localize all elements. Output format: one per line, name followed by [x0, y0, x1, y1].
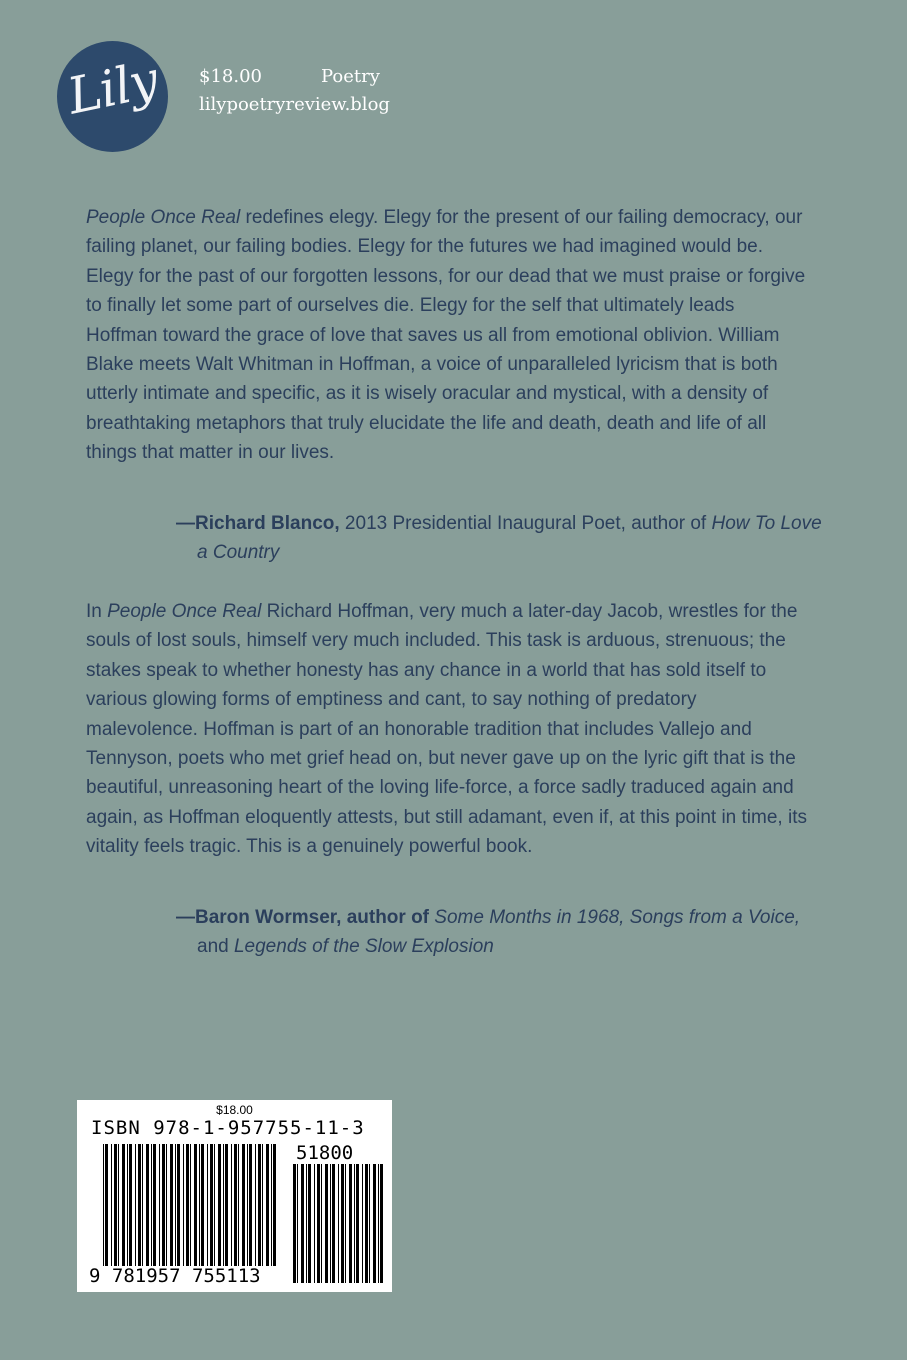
barcode-bar	[190, 1144, 191, 1266]
barcode-bar	[373, 1164, 376, 1283]
barcode-price: $18.00	[216, 1103, 253, 1117]
barcode-bar	[332, 1164, 335, 1283]
barcode-bar	[297, 1164, 298, 1283]
barcode-bar	[234, 1144, 237, 1266]
barcode-bar	[349, 1164, 352, 1283]
attribution-book: How To Love a Country	[197, 513, 822, 564]
barcode-bar	[255, 1144, 256, 1266]
barcode-bar	[308, 1164, 311, 1283]
barcode-bar	[175, 1144, 176, 1266]
barcode-bar	[238, 1144, 239, 1266]
barcode-bar	[105, 1144, 108, 1266]
attribution-name: —Richard Blanco,	[176, 513, 340, 534]
barcode-bar	[249, 1144, 252, 1266]
barcode-bar	[135, 1144, 136, 1266]
barcode-bar	[354, 1164, 355, 1283]
barcode-bar	[142, 1144, 143, 1266]
blurb-paragraph-2	[86, 597, 808, 862]
barcode-bar	[114, 1144, 117, 1266]
barcode-bar	[118, 1144, 119, 1266]
attribution-and: and	[197, 936, 234, 958]
barcode-bar	[356, 1164, 359, 1283]
barcode-bar	[338, 1164, 339, 1283]
blurb-attribution-2	[176, 903, 837, 962]
barcode-bar	[170, 1144, 173, 1266]
barcode-bar	[111, 1144, 112, 1266]
blurb-text: redefines elegy. Elegy for the present of our failing democracy, our failing planet, our failing bodies. Elegy for the futures we had imagined would be. Elegy for the past of our forgotten lessons, for our dead that we must praise or forgive to finally let some part of ourselves die. Elegy for the self that ultimately leads Hoffman toward the grace of love that saves us all from emotional oblivion. William Blake meets Walt Whitman in Hoffman, a voice of unparalleled lyricism that is both utterly intimate and specific, as it is wisely oracular and mystical, with a density of breathtaking metaphors that truly elucidate the life and death, death and life of all things that matter in our lives.	[86, 207, 806, 464]
barcode-bar	[166, 1144, 167, 1266]
barcode-bar	[273, 1144, 276, 1266]
barcode-bar	[321, 1164, 322, 1283]
blurb-attribution-1	[176, 509, 837, 568]
barcode-bar	[183, 1144, 184, 1266]
price-label: $18.00	[199, 66, 262, 87]
barcode-bar	[159, 1144, 160, 1266]
barcode-bar	[378, 1164, 379, 1283]
barcode-bar	[380, 1164, 383, 1283]
barcode-bar	[162, 1144, 165, 1266]
book-title: People Once Real	[86, 207, 241, 228]
barcode-bar	[262, 1144, 263, 1266]
barcode-bar	[325, 1164, 328, 1283]
barcode-addon-digits: 51800	[296, 1142, 354, 1164]
logo-text: Lily	[62, 50, 163, 126]
barcode-bar	[103, 1144, 104, 1266]
barcode-bar	[201, 1144, 204, 1266]
barcode-bar	[151, 1144, 152, 1266]
barcode-bar	[266, 1144, 269, 1266]
barcode-bar	[122, 1144, 125, 1266]
barcode-bar	[153, 1144, 156, 1266]
attribution-name: —Baron Wormser, author of	[176, 907, 430, 928]
barcode-bar	[258, 1144, 261, 1266]
barcode-bar	[225, 1144, 228, 1266]
barcode-bar	[317, 1164, 320, 1283]
barcode-isbn: ISBN 978-1-957755-11-3	[91, 1117, 365, 1139]
barcode-bar	[194, 1144, 197, 1266]
book-title: People Once Real	[107, 601, 262, 622]
barcode-bar	[369, 1164, 370, 1283]
attribution-text: 2013 Presidential Inaugural Poet, author of	[339, 513, 712, 534]
barcode-bar	[138, 1144, 141, 1266]
barcode-bar	[330, 1164, 331, 1283]
barcode-bar	[341, 1164, 344, 1283]
barcode-bar	[127, 1144, 128, 1266]
attribution-book-2: Legends of the Slow Explosion	[233, 936, 494, 958]
barcode-digits: 9 781957 755113	[89, 1265, 261, 1287]
barcode-bar	[218, 1144, 221, 1266]
blurb-paragraph-1	[86, 203, 808, 468]
website-link[interactable]: lilypoetryreview.blog	[199, 94, 390, 115]
barcode-bar	[210, 1144, 213, 1266]
barcode-bar	[129, 1144, 132, 1266]
barcode-bar	[207, 1144, 208, 1266]
barcode-bar	[177, 1144, 180, 1266]
barcode-bar	[242, 1144, 245, 1266]
barcode-bar	[271, 1144, 272, 1266]
barcode-bar	[306, 1164, 307, 1283]
barcode-bar	[345, 1164, 346, 1283]
genre-label: Poetry	[321, 66, 380, 87]
barcode-bar	[214, 1144, 215, 1266]
barcode-bar	[186, 1144, 189, 1266]
barcode-bar	[247, 1144, 248, 1266]
barcode-bar	[293, 1164, 296, 1283]
barcode-bar	[223, 1144, 224, 1266]
barcode-bar	[146, 1144, 149, 1266]
barcode-bar	[231, 1144, 232, 1266]
publisher-logo	[57, 41, 168, 152]
barcode-bar	[365, 1164, 368, 1283]
barcode-bar	[362, 1164, 363, 1283]
isbn-barcode	[77, 1100, 392, 1292]
barcode-bar	[301, 1164, 304, 1283]
barcode-bar	[199, 1144, 200, 1266]
blurb-text: Richard Hoffman, very much a later-day Jacob, wrestles for the souls of lost souls, himself very much included. This task is arduous, strenuous; the stakes speak to whether honesty has any chance in a world that has sold itself to various glowing forms of emptiness and cant, to say nothing of predatory malevolence. Hoffman is part of an honorable tradition that includes Vallejo and Tennyson, poets who met grief head on, but never gave up on the lyric gift that is the beautiful, unreasoning heart of the loving life-force, a force sadly traduced again and again, as Hoffman eloquently attests, but still adamant, even if, at this point in time, its vitality feels tragic. This is a genuinely powerful book.	[86, 601, 807, 858]
blurb-intro: In	[86, 601, 108, 622]
attribution-book-1: Some Months in 1968, Songs from a Voice,	[434, 907, 801, 928]
barcode-bar	[314, 1164, 315, 1283]
